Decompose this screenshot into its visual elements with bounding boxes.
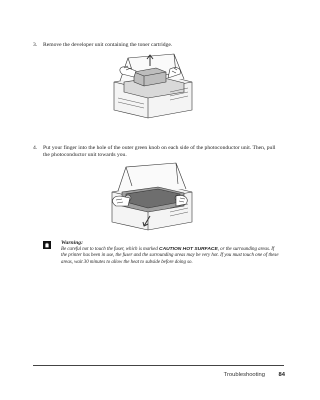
warning-hand-icon [43,241,51,249]
page-number: 84 [278,372,285,378]
footer-section-title: Troubleshooting [223,372,265,378]
step-text: Put your finger into the hole of the outer green knob on each side of the photoconductor unit. Then, pull the photoconductor unit towards you. [43,145,276,159]
caution-hot-surface-label: CAUTION HOT SURFACE [159,247,218,252]
step-number: 3. [33,42,38,48]
step-text: Remove the developer unit containing the toner cartridge. [43,42,173,48]
footer-divider [33,365,284,366]
warning-body [61,247,281,266]
warning-text-continued: , or the surrounding areas. If the printer has been in use, the fuser and the surrounding areas may be very hot. If you must touch one of these areas, wait 30 minutes to allow the heat to subside before doing so. [61,247,279,265]
warning-text: Be careful not to touch the fuser, which is marked [61,247,160,252]
printer-developer-unit-illustration [100,52,205,120]
step-number: 4. [33,145,38,151]
printer-photoconductor-unit-illustration [100,162,205,232]
warning-title: Warning: [61,240,83,246]
